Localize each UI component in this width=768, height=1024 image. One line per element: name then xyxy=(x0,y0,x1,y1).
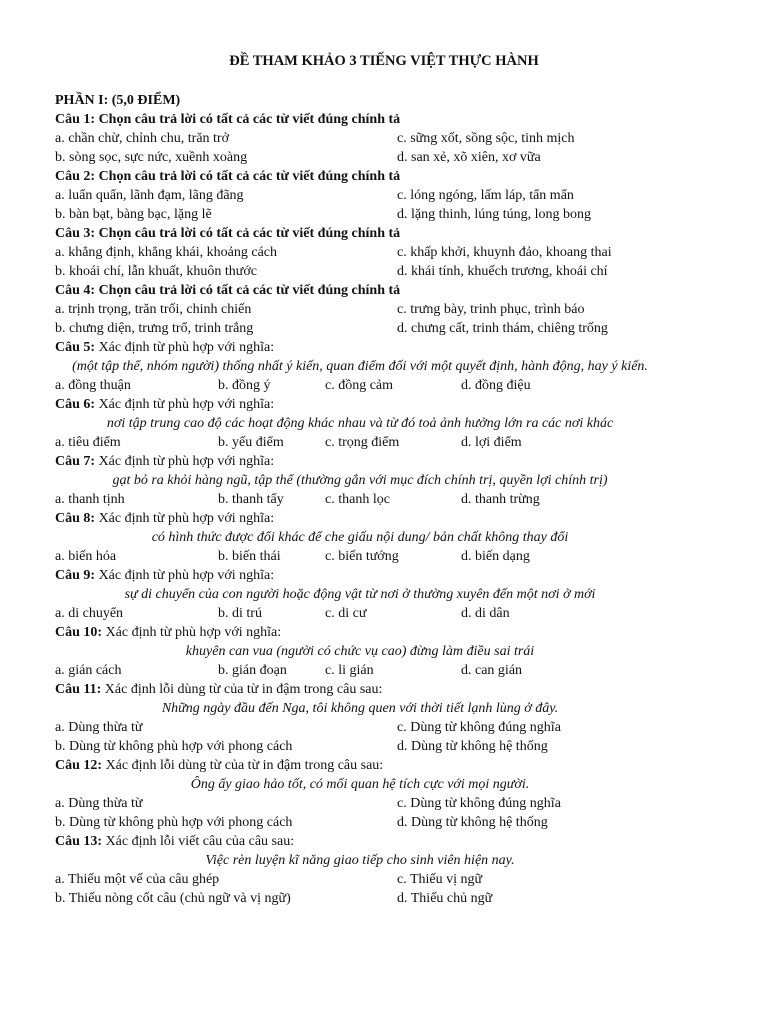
answer-option[interactable]: b. khoái chí, lẫn khuất, khuôn thước xyxy=(55,264,258,279)
answer-option[interactable]: c. Thiếu vị ngữ xyxy=(397,872,483,887)
question-block xyxy=(55,338,715,395)
question-label: Câu 10: xyxy=(55,625,103,640)
answer-options xyxy=(55,718,715,756)
question-label: Câu 11: xyxy=(55,682,102,697)
question-label: Câu 4: xyxy=(55,283,96,298)
answer-option[interactable]: c. di cư xyxy=(325,606,367,621)
answer-row xyxy=(55,870,715,889)
answer-options xyxy=(55,243,715,281)
answer-option[interactable]: c. li gián xyxy=(325,663,374,678)
question-block xyxy=(55,167,715,224)
answer-row xyxy=(55,889,715,908)
answer-row xyxy=(55,813,715,832)
question-prompt: Xác định lỗi dùng từ của từ in đậm trong câu sau: xyxy=(102,758,384,773)
question-definition: có hình thức được đổi khác để che giấu nội dung/ bản chất không thay đổi xyxy=(151,530,569,545)
question-block xyxy=(55,281,715,338)
question-block xyxy=(55,756,715,832)
question-block xyxy=(55,452,715,509)
answer-option[interactable]: d. di dân xyxy=(461,606,510,621)
answer-row xyxy=(55,243,715,262)
answer-row xyxy=(55,737,715,756)
question-stem xyxy=(55,509,715,528)
question-stem xyxy=(55,680,715,699)
answer-options xyxy=(55,547,715,566)
answer-option[interactable]: c. trưng bày, trinh phục, trình báo xyxy=(397,302,585,317)
question-label: Câu 2: xyxy=(55,169,96,184)
question-list xyxy=(55,110,715,908)
question-definition: khuyên can vua (người có chức vụ cao) đừng làm điều sai trái xyxy=(185,644,535,659)
answer-option[interactable]: c. biến tướng xyxy=(325,549,399,564)
question-definition: Những ngày đầu đến Nga, tôi không quen với thời tiết lạnh lùng ở đây. xyxy=(161,701,559,716)
question-prompt: Xác định từ phù hợp với nghĩa: xyxy=(102,625,282,640)
question-label: Câu 3: xyxy=(55,226,96,241)
question-stem xyxy=(55,224,715,243)
question-label: Câu 8: xyxy=(55,511,96,526)
question-block xyxy=(55,509,715,566)
question-prompt: Xác định từ phù hợp với nghĩa: xyxy=(95,454,275,469)
question-definition: sự di chuyển của con người hoặc động vật từ nơi ở thường xuyên đến một nơi ở mới xyxy=(124,587,596,602)
section-title: PHẦN I: (5,0 ĐIỂM) xyxy=(55,93,181,108)
question-block xyxy=(55,832,715,908)
answer-row xyxy=(55,205,715,224)
answer-row xyxy=(55,262,715,281)
question-prompt: Xác định từ phù hợp với nghĩa: xyxy=(95,511,275,526)
answer-row xyxy=(55,718,715,737)
question-block xyxy=(55,395,715,452)
question-block xyxy=(55,623,715,680)
answer-option[interactable]: d. Dùng từ không hệ thống xyxy=(397,815,548,830)
answer-row xyxy=(55,794,715,813)
question-definition: Ông ấy giao hảo tốt, có mối quan hệ tích cực với mọi người. xyxy=(190,777,530,792)
answer-option[interactable]: a. luẩn quẩn, lãnh đạm, lãng đãng xyxy=(55,188,244,203)
answer-option[interactable]: a. gián cách xyxy=(55,663,122,678)
answer-row xyxy=(55,148,715,167)
question-definition: nơi tập trung cao độ các hoạt động khác nhau và từ đó toả ảnh hưởng lớn ra các nơi khác xyxy=(106,416,614,431)
answer-option[interactable]: d. san xẻ, xõ xiên, xơ vữa xyxy=(397,150,541,165)
answer-option[interactable]: d. đồng điệu xyxy=(461,378,531,393)
answer-row xyxy=(55,300,715,319)
answer-option[interactable]: d. can gián xyxy=(461,663,523,678)
question-stem xyxy=(55,566,715,585)
answer-option[interactable]: c. đồng cảm xyxy=(325,378,394,393)
question-label: Câu 9: xyxy=(55,568,96,583)
answer-options xyxy=(55,490,715,509)
answer-option[interactable]: b. Dùng từ không phù hợp với phong cách xyxy=(55,739,293,754)
question-stem xyxy=(55,281,715,300)
question-stem xyxy=(55,832,715,851)
answer-option[interactable]: a. tiêu điểm xyxy=(55,435,121,450)
answer-option[interactable]: b. đồng ý xyxy=(218,378,271,393)
question-definition: Việc rèn luyện kĩ năng giao tiếp cho sinh viên hiện nay. xyxy=(205,853,515,868)
question-prompt: Xác định lỗi dùng từ của từ in đậm trong câu sau: xyxy=(101,682,383,697)
question-label: Câu 6: xyxy=(55,397,96,412)
question-prompt: Xác định từ phù hợp với nghĩa: xyxy=(95,340,275,355)
answer-option[interactable]: b. biến thái xyxy=(218,549,281,564)
answer-option[interactable]: b. sòng sọc, sực nức, xuềnh xoàng xyxy=(55,150,248,165)
document-title: ĐỀ THAM KHẢO 3 TIẾNG VIỆT THỰC HÀNH xyxy=(229,53,539,69)
answer-option[interactable]: b. di trú xyxy=(218,606,262,621)
answer-option[interactable]: d. biến dạng xyxy=(461,549,530,564)
answer-options xyxy=(55,129,715,167)
answer-option[interactable]: c. thanh lọc xyxy=(325,492,390,507)
answer-options xyxy=(55,661,715,680)
answer-option[interactable]: b. Thiếu nòng cốt câu (chủ ngữ và vị ngữ) xyxy=(55,891,291,906)
answer-option[interactable]: d. khái tính, khuếch trương, khoái chí xyxy=(397,264,608,279)
answer-option[interactable]: d. thanh trừng xyxy=(461,492,540,507)
question-prompt: Chọn câu trả lời có tất cả các từ viết đúng chính tả xyxy=(95,112,401,127)
question-prompt: Chọn câu trả lời có tất cả các từ viết đúng chính tả xyxy=(95,226,401,241)
question-definition: gạt bỏ ra khỏi hàng ngũ, tập thể (thường gắn với mục đích chính trị, quyền lợi chính trị) xyxy=(112,473,608,488)
answer-option[interactable]: c. Dùng từ không đúng nghĩa xyxy=(397,796,561,811)
question-stem xyxy=(55,395,715,414)
answer-option[interactable]: c. sững xốt, sồng sộc, tinh mịch xyxy=(397,131,575,146)
answer-option[interactable]: a. Dùng thừa từ xyxy=(55,720,143,735)
answer-option[interactable]: d. chưng cất, trinh thám, chiêng trống xyxy=(397,321,608,336)
answer-options xyxy=(55,300,715,338)
answer-option[interactable]: d. lặng thinh, lúng túng, long bong xyxy=(397,207,592,222)
answer-option[interactable]: d. Dùng từ không hệ thống xyxy=(397,739,548,754)
answer-option[interactable]: c. khấp khởi, khuynh đảo, khoang thai xyxy=(397,245,612,260)
answer-option[interactable]: b. yếu điểm xyxy=(218,435,284,450)
answer-options xyxy=(55,870,715,908)
question-definition: (một tập thể, nhóm người) thống nhất ý kiến, quan điểm đối với một quyết định, hành động, hay ý kiến. xyxy=(72,359,648,374)
answer-options xyxy=(55,186,715,224)
question-prompt: Xác định từ phù hợp với nghĩa: xyxy=(95,568,275,583)
answer-option[interactable]: c. Dùng từ không đúng nghĩa xyxy=(397,720,561,735)
answer-row xyxy=(55,129,715,148)
answer-option[interactable]: a. trịnh trọng, trăn trối, chinh chiến xyxy=(55,302,252,317)
answer-option[interactable]: b. Dùng từ không phù hợp với phong cách xyxy=(55,815,293,830)
question-prompt: Xác định từ phù hợp với nghĩa: xyxy=(95,397,275,412)
answer-option[interactable]: a. đồng thuận xyxy=(55,378,131,393)
answer-option[interactable]: a. biến hóa xyxy=(55,549,117,564)
answer-row xyxy=(55,319,715,338)
answer-option[interactable]: b. chưng diện, trưng trổ, trinh trắng xyxy=(55,321,254,336)
question-block xyxy=(55,224,715,281)
answer-option[interactable]: d. Thiếu chủ ngữ xyxy=(397,891,493,906)
question-label: Câu 5: xyxy=(55,340,96,355)
question-block xyxy=(55,566,715,623)
question-prompt: Xác định lỗi viết câu của câu sau: xyxy=(102,834,295,849)
answer-option[interactable]: c. lóng ngóng, lấm láp, tẩn mẩn xyxy=(397,188,574,203)
question-label: Câu 13: xyxy=(55,834,103,849)
question-prompt: Chọn câu trả lời có tất cả các từ viết đúng chính tả xyxy=(95,283,401,298)
answer-options xyxy=(55,376,715,395)
answer-option[interactable]: a. chần chừ, chỉnh chu, trăn trở xyxy=(55,131,229,146)
answer-options xyxy=(55,794,715,832)
answer-option[interactable]: b. thanh tẩy xyxy=(218,492,284,507)
answer-option[interactable]: a. khẳng định, khẳng khái, khoảng cách xyxy=(55,245,277,260)
answer-option[interactable]: d. lợi điểm xyxy=(461,435,522,450)
answer-option[interactable]: b. gián đoạn xyxy=(218,663,287,678)
question-block xyxy=(55,110,715,167)
answer-option[interactable]: a. thanh tịnh xyxy=(55,492,125,507)
answer-option[interactable]: a. di chuyển xyxy=(55,606,124,621)
question-stem xyxy=(55,110,715,129)
answer-option[interactable]: a. Dùng thừa từ xyxy=(55,796,143,811)
answer-options xyxy=(55,433,715,452)
question-label: Câu 7: xyxy=(55,454,96,469)
question-stem xyxy=(55,623,715,642)
question-stem xyxy=(55,338,715,357)
question-stem xyxy=(55,756,715,775)
answer-option[interactable]: b. bàn bạt, bàng bạc, lặng lẽ xyxy=(55,207,212,222)
question-prompt: Chọn câu trả lời có tất cả các từ viết đúng chính tả xyxy=(95,169,401,184)
question-label: Câu 1: xyxy=(55,112,96,127)
answer-row xyxy=(55,186,715,205)
question-block xyxy=(55,680,715,756)
answer-option[interactable]: c. trọng điểm xyxy=(325,435,400,450)
question-stem xyxy=(55,452,715,471)
answer-option[interactable]: a. Thiếu một vế của câu ghép xyxy=(55,872,220,887)
answer-options xyxy=(55,604,715,623)
question-label: Câu 12: xyxy=(55,758,103,773)
question-stem xyxy=(55,167,715,186)
